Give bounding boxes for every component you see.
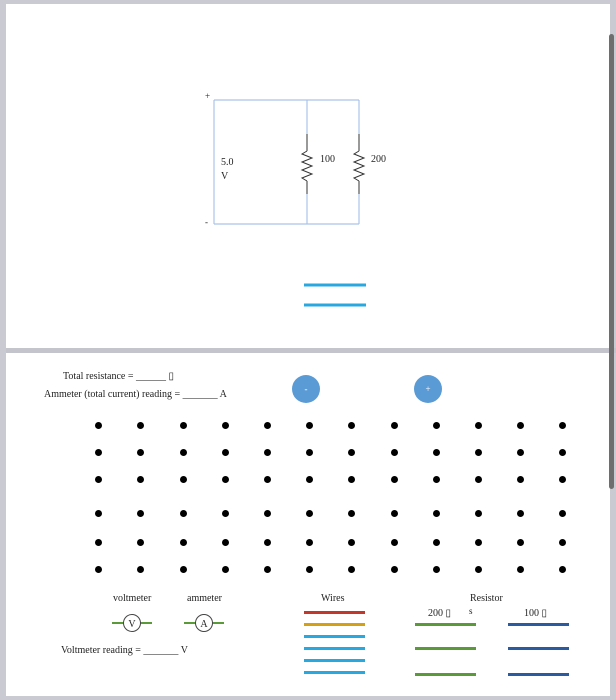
- breadboard-node[interactable]: [222, 539, 229, 546]
- resistors-label: Resistor: [470, 593, 503, 604]
- breadboard-node[interactable]: [391, 510, 398, 517]
- breadboard-node[interactable]: [475, 449, 482, 456]
- breadboard-node[interactable]: [475, 539, 482, 546]
- voltmeter-symbol: V: [128, 619, 136, 630]
- ammeter-label: ammeter: [187, 593, 222, 604]
- workbench-panel: [6, 353, 610, 696]
- breadboard-node[interactable]: [433, 510, 440, 517]
- breadboard-node[interactable]: [264, 510, 271, 517]
- breadboard-node[interactable]: [180, 449, 187, 456]
- wire-cyan-3[interactable]: [304, 659, 365, 662]
- resistor-200-palette-label: 200 ▯: [428, 608, 452, 619]
- breadboard-node[interactable]: [433, 449, 440, 456]
- breadboard-node[interactable]: [95, 566, 102, 573]
- vertical-scrollbar[interactable]: [609, 34, 614, 489]
- breadboard-node[interactable]: [180, 566, 187, 573]
- breadboard-node[interactable]: [95, 449, 102, 456]
- panel-divider: [6, 348, 616, 353]
- voltmeter-label: voltmeter: [113, 593, 152, 604]
- breadboard-node[interactable]: [180, 510, 187, 517]
- ammeter-symbol: A: [200, 619, 208, 630]
- battery-voltage-unit: V: [221, 171, 229, 182]
- breadboard-node[interactable]: [95, 476, 102, 483]
- breadboard-node[interactable]: [391, 539, 398, 546]
- breadboard-node[interactable]: [559, 566, 566, 573]
- breadboard-node[interactable]: [517, 422, 524, 429]
- breadboard-node[interactable]: [95, 539, 102, 546]
- breadboard-node[interactable]: [222, 566, 229, 573]
- breadboard-node[interactable]: [306, 476, 313, 483]
- breadboard-node[interactable]: [348, 449, 355, 456]
- circuit-diagram: [6, 4, 610, 348]
- breadboard-node[interactable]: [433, 476, 440, 483]
- breadboard-node[interactable]: [180, 476, 187, 483]
- breadboard-node[interactable]: [348, 476, 355, 483]
- breadboard-node[interactable]: [348, 422, 355, 429]
- breadboard-node[interactable]: [222, 422, 229, 429]
- wire-cyan-4[interactable]: [304, 671, 365, 674]
- breadboard-node[interactable]: [517, 510, 524, 517]
- resistor-100-bar-3[interactable]: [508, 673, 569, 676]
- wire-gold[interactable]: [304, 623, 365, 626]
- resistor-200-bar-1[interactable]: [415, 623, 476, 626]
- breadboard-node[interactable]: [433, 539, 440, 546]
- app-frame: [6, 4, 610, 696]
- breadboard-node[interactable]: [517, 566, 524, 573]
- voltmeter-tool[interactable]: [110, 612, 154, 634]
- breadboard-node[interactable]: [391, 422, 398, 429]
- breadboard-node[interactable]: [559, 510, 566, 517]
- breadboard-node[interactable]: [475, 510, 482, 517]
- wire-cyan-2[interactable]: [304, 647, 365, 650]
- resistor-100-bar-1[interactable]: [508, 623, 569, 626]
- breadboard-node[interactable]: [559, 422, 566, 429]
- resistor-200-bar-2[interactable]: [415, 647, 476, 650]
- wire-red[interactable]: [304, 611, 365, 614]
- breadboard-node[interactable]: [264, 476, 271, 483]
- breadboard-node[interactable]: [348, 510, 355, 517]
- breadboard-node[interactable]: [348, 566, 355, 573]
- battery-plus-sign: +: [205, 91, 211, 101]
- breadboard-node[interactable]: [306, 539, 313, 546]
- total-resistance-question: Total resistance = ______ ▯: [63, 371, 174, 382]
- breadboard-node[interactable]: [475, 476, 482, 483]
- resistor-200-symbol: [354, 151, 364, 181]
- breadboard-node[interactable]: [391, 449, 398, 456]
- breadboard-node[interactable]: [559, 449, 566, 456]
- breadboard-node[interactable]: [517, 476, 524, 483]
- resistors-label-cont: s: [469, 606, 473, 616]
- breadboard-node[interactable]: [475, 566, 482, 573]
- battery-minus-sign: -: [205, 217, 208, 227]
- wires-label: Wires: [321, 593, 345, 604]
- breadboard-node[interactable]: [264, 539, 271, 546]
- breadboard-node[interactable]: [517, 449, 524, 456]
- breadboard-node[interactable]: [348, 539, 355, 546]
- breadboard-node[interactable]: [180, 539, 187, 546]
- breadboard-node[interactable]: [517, 539, 524, 546]
- breadboard-node[interactable]: [559, 539, 566, 546]
- battery-voltage-value: 5.0: [221, 157, 234, 168]
- breadboard-node[interactable]: [137, 539, 144, 546]
- breadboard-node[interactable]: [264, 566, 271, 573]
- breadboard-node[interactable]: [264, 449, 271, 456]
- ammeter-tool[interactable]: [182, 612, 226, 634]
- ammeter-reading-question: Ammeter (total current) reading = _______ A: [44, 389, 227, 400]
- resistor-100-symbol: [302, 151, 312, 181]
- breadboard-node[interactable]: [433, 422, 440, 429]
- breadboard-node[interactable]: [137, 510, 144, 517]
- breadboard-node[interactable]: [391, 566, 398, 573]
- breadboard-node[interactable]: [137, 422, 144, 429]
- breadboard-node[interactable]: [475, 422, 482, 429]
- breadboard-node[interactable]: [306, 422, 313, 429]
- voltmeter-reading-question: Voltmeter reading = _______ V: [61, 645, 188, 656]
- resistor-200-label: 200: [371, 154, 386, 165]
- resistor-100-bar-2[interactable]: [508, 647, 569, 650]
- breadboard-node[interactable]: [137, 476, 144, 483]
- circuit-diagram-panel: [6, 4, 610, 348]
- breadboard-node[interactable]: [306, 449, 313, 456]
- breadboard-node[interactable]: [306, 566, 313, 573]
- decrease-button[interactable]: -: [292, 375, 320, 403]
- breadboard-node[interactable]: [559, 476, 566, 483]
- resistor-200-bar-3[interactable]: [415, 673, 476, 676]
- breadboard-node[interactable]: [222, 510, 229, 517]
- wire-cyan-1[interactable]: [304, 635, 365, 638]
- breadboard-node[interactable]: [95, 510, 102, 517]
- breadboard-node[interactable]: [391, 476, 398, 483]
- increase-button[interactable]: +: [414, 375, 442, 403]
- breadboard-node[interactable]: [180, 422, 187, 429]
- breadboard-node[interactable]: [137, 449, 144, 456]
- breadboard-node[interactable]: [137, 566, 144, 573]
- resistor-100-label: 100: [320, 154, 335, 165]
- breadboard-node[interactable]: [433, 566, 440, 573]
- breadboard-node[interactable]: [95, 422, 102, 429]
- breadboard-node[interactable]: [306, 510, 313, 517]
- breadboard-node[interactable]: [264, 422, 271, 429]
- breadboard-node[interactable]: [222, 476, 229, 483]
- resistor-100-palette-label: 100 ▯: [524, 608, 548, 619]
- breadboard-node[interactable]: [222, 449, 229, 456]
